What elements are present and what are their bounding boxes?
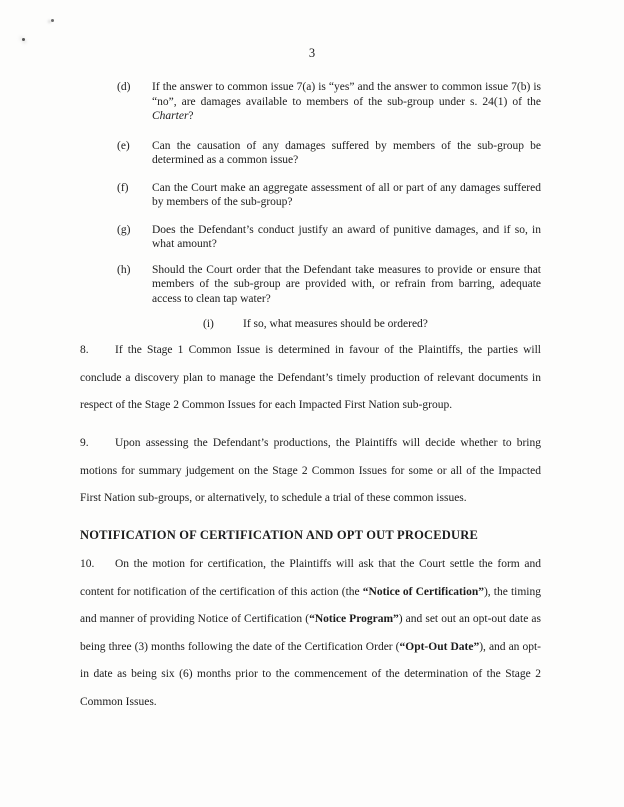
item-text: If the answer to common issue 7(a) is “yes” and the answer to common issue 7(b) is “no”, are damages available to members of the sub-group under s. 24(1) of the Charter? [152, 81, 541, 122]
list-item-f [117, 181, 541, 210]
item-text: Does the Defendant’s conduct justify an award of punitive damages, and if so, in what amount? [152, 223, 541, 250]
item-text: If so, what measures should be ordered? [243, 318, 428, 330]
paragraph-number: 10. [80, 558, 95, 570]
list-item-h [117, 263, 541, 307]
paragraph-9 [80, 430, 541, 513]
list-item-d [117, 80, 541, 124]
item-text: Can the causation of any damages suffered by members of the sub-group be determined as a common issue? [152, 139, 541, 166]
item-label: (e) [117, 139, 130, 152]
paragraph-text: Upon assessing the Defendant’s productions, the Plaintiffs will decide whether to bring motions for summary judgement on the Stage 2 Common Issues for some or all of the Impacted First Nation sub-groups, or alternatively, to schedule a trial of these common issues. [80, 437, 541, 504]
section-heading: NOTIFICATION OF CERTIFICATION AND OPT OUT PROCEDURE [80, 528, 478, 542]
item-label: (h) [117, 263, 131, 276]
item-text: Should the Court order that the Defendant take measures to provide or ensure that members of the sub-group are provided with, or refrain from barring, adequate access to clean tap water? [152, 263, 541, 305]
list-item-i [117, 317, 541, 332]
paragraph-10 [80, 551, 541, 716]
scan-speck [22, 38, 25, 41]
common-issues-list [117, 80, 541, 345]
list-item-g [117, 223, 541, 252]
scan-speck [51, 19, 54, 22]
paragraph-text: On the motion for certification, the Plaintiffs will ask that the Court settle the form and content for notification of the certification of this action (the “Notice of Certification”), the timing and manner of providing Notice of Certification (“Notice Program”) and set out an opt-out date as being three (3) months following the date of the Certification Order (“Opt-Out Date”), and an opt-in date as being six (6) months prior to the commencement of the determination of the Stage 2 Common Issues. [80, 558, 541, 708]
list-item-e [117, 139, 541, 168]
item-label: (d) [117, 81, 131, 93]
item-label: (g) [117, 223, 131, 236]
paragraph-number: 9. [80, 437, 89, 449]
page-number: 3 [308, 46, 316, 60]
paragraph-number: 8. [80, 344, 89, 356]
paragraph-text: If the Stage 1 Common Issue is determined in favour of the Plaintiffs, the parties will conclude a discovery plan to manage the Defendant’s timely production of relevant documents in respect of the Stage 2 Common Issues for each Impacted First Nation sub-group. [80, 344, 541, 411]
item-label: (f) [117, 181, 129, 194]
item-text: Can the Court make an aggregate assessment of all or part of any damages suffered by members of the sub-group? [152, 181, 541, 208]
item-label: (i) [203, 318, 214, 330]
paragraph-8 [80, 337, 541, 420]
